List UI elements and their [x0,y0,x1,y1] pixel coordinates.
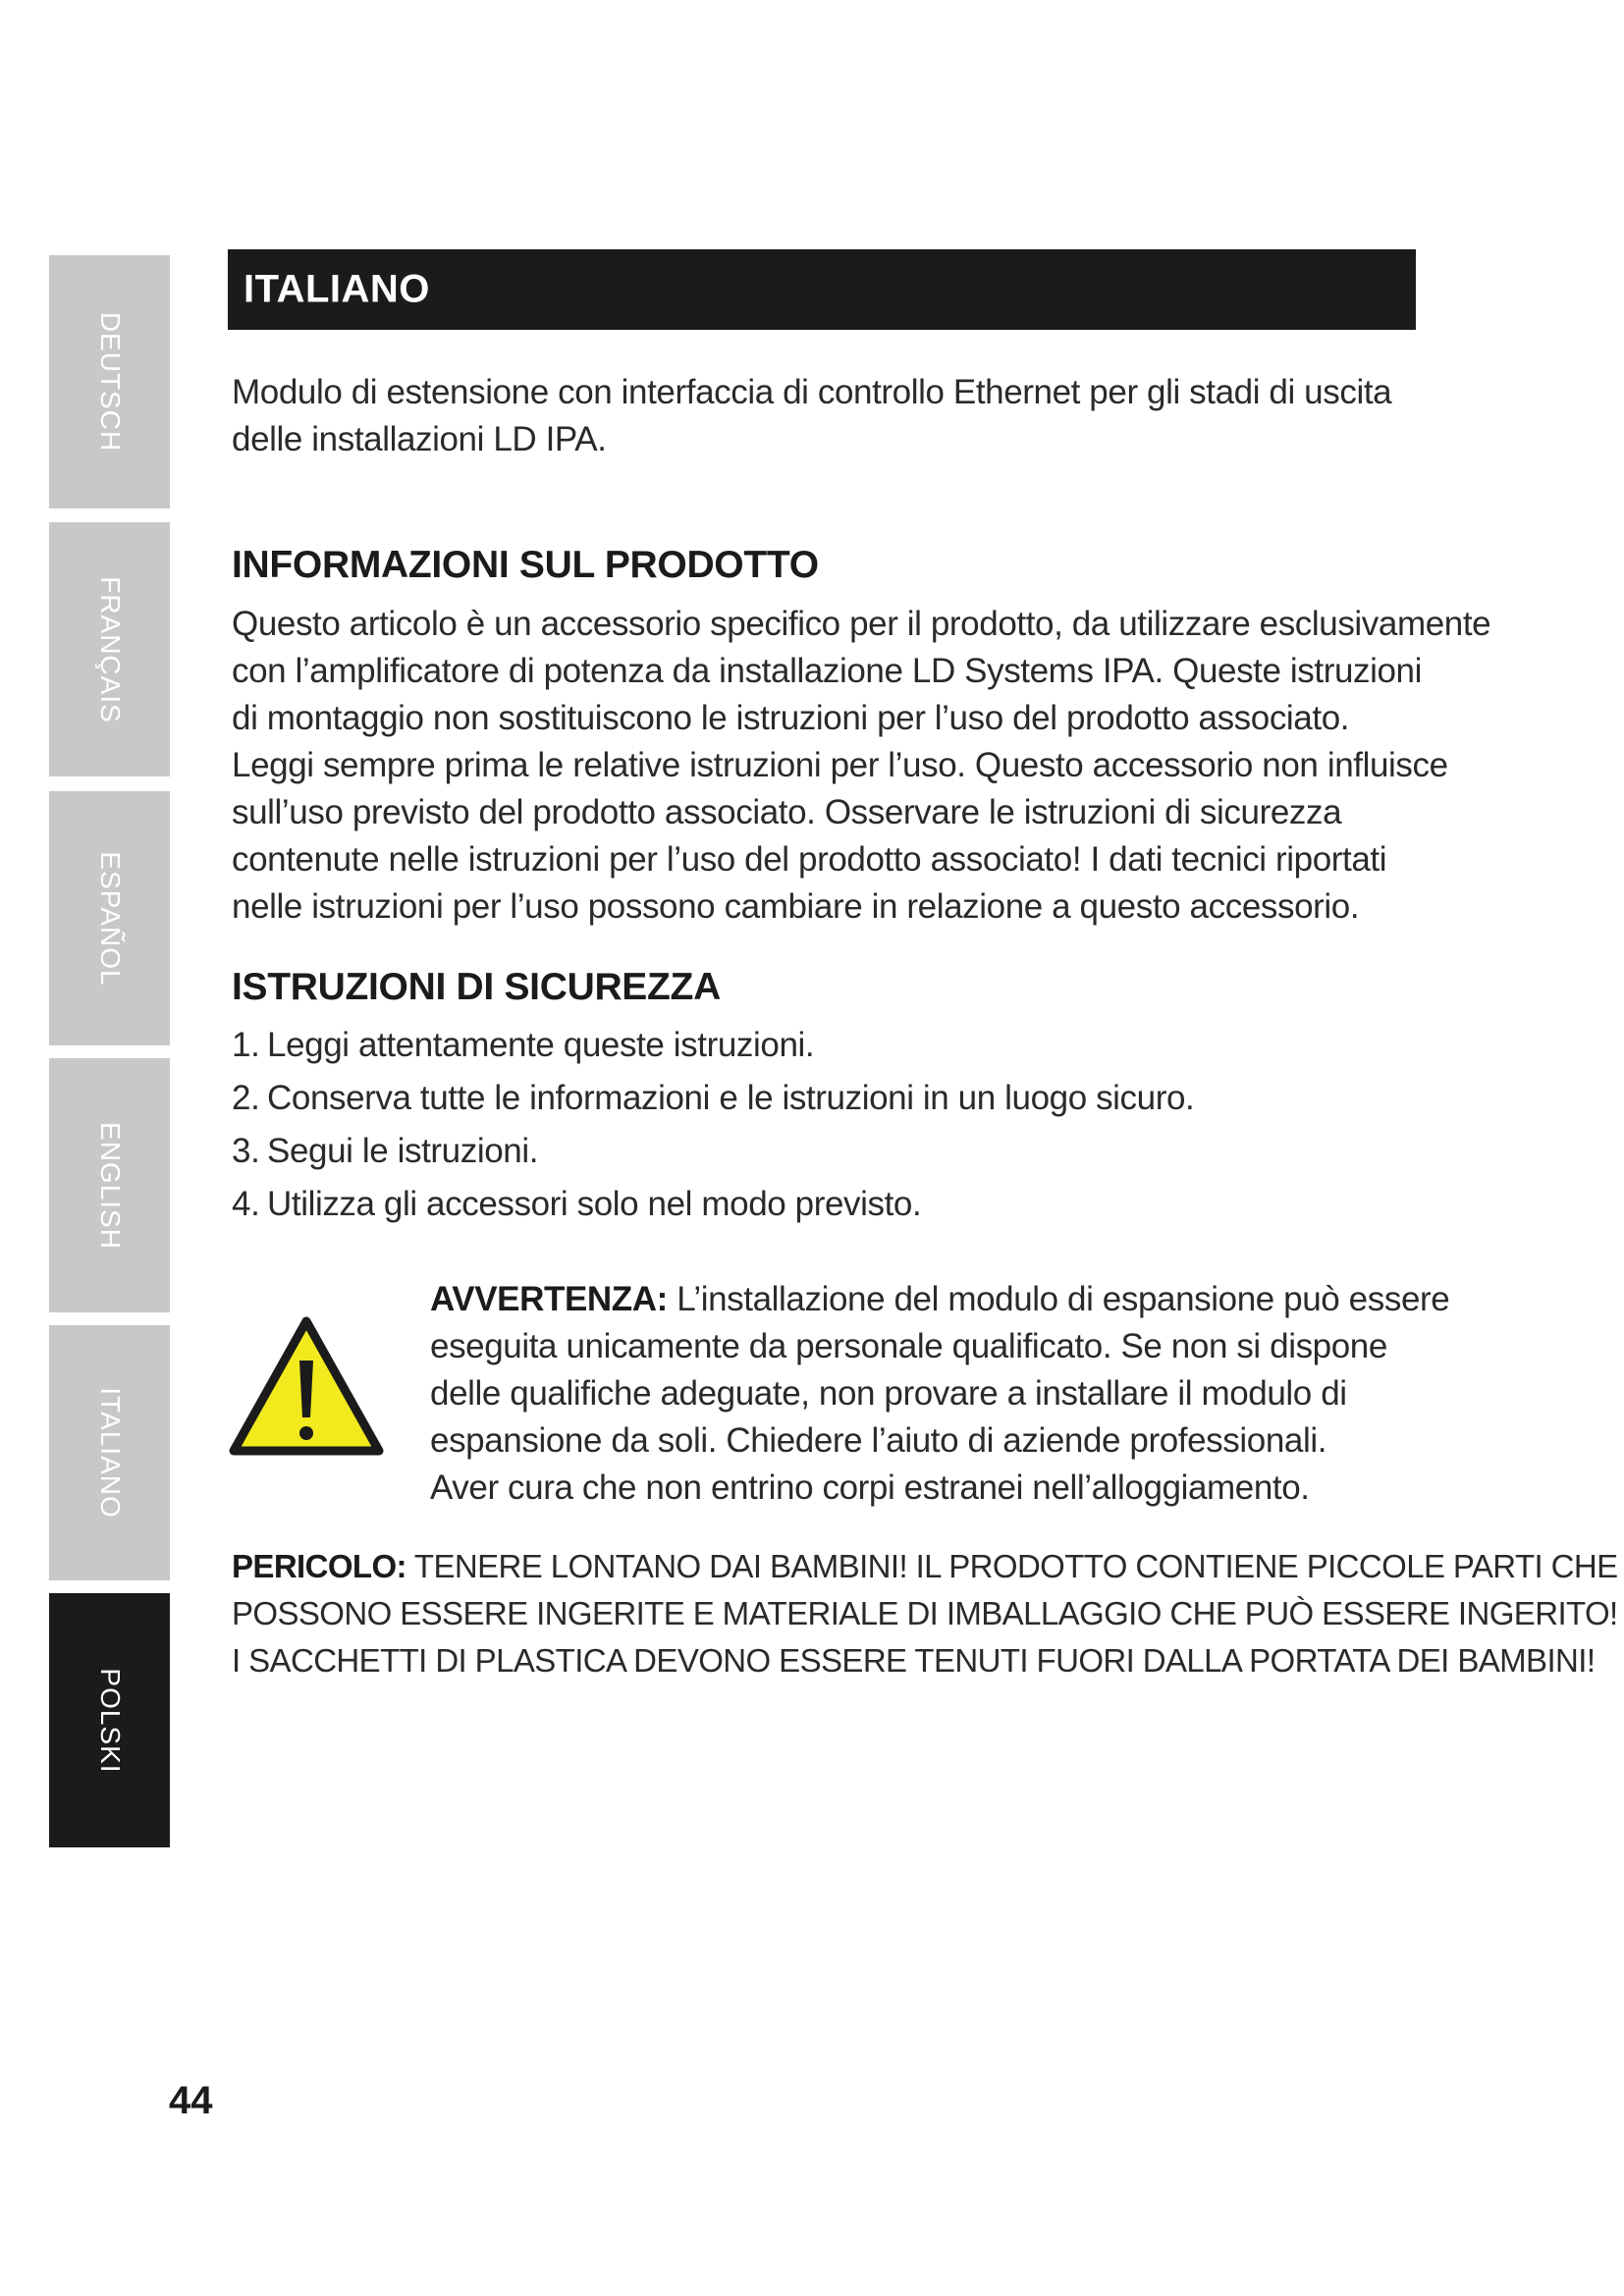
safety-step [232,1125,1420,1178]
side-tab-francais [49,522,170,776]
product-info-line: nelle istruzioni per l’uso possono cambiare in relazione a questo accessorio. [232,887,1360,926]
safety-step [232,1072,1420,1125]
side-tab-label: ENGLISH [94,1121,126,1250]
warning-line: Aver cura che non entrino corpi estranei nell’alloggiamento. [430,1468,1310,1507]
side-tab-italiano [49,1325,170,1580]
product-info-line: con l’amplificatore di potenza da installazione LD Systems IPA. Queste istruzioni [232,652,1422,690]
side-tab-label: POLSKI [94,1667,126,1774]
page-number: 44 [169,2079,213,2122]
product-info-line: sull’uso previsto del prodotto associato. Osservare le istruzioni di sicurezza [232,793,1342,831]
safety-step [232,1019,1420,1072]
product-info-line: Leggi sempre prima le relative istruzioni per l’uso. Questo accessorio non influisce [232,746,1448,784]
danger-line: POSSONO ESSERE INGERITE E MATERIALE DI IMBALLAGGIO CHE PUÒ ESSERE INGERITO! [232,1595,1618,1631]
step-number: 3. [232,1132,260,1170]
step-text: Segui le istruzioni. [267,1132,539,1170]
warning-paragraph [430,1276,1450,1512]
side-tab-label: ITALIANO [94,1387,126,1519]
safety-steps-list [232,1019,1420,1231]
step-text: Utilizza gli accessori solo nel modo previsto. [267,1185,922,1223]
safety-title: ISTRUZIONI DI SICUREZZA [232,966,721,1008]
warning-first-line [430,1276,1450,1323]
warning-keyword: AVVERTENZA: [430,1280,668,1318]
warning-line: espansione da soli. Chiedere l’aiuto di aziende professionali. [430,1421,1327,1460]
side-tab-english [49,1058,170,1312]
side-tab-deutsch [49,255,170,508]
danger-paragraph [232,1543,1618,1684]
danger-line: I SACCHETTI DI PLASTICA DEVONO ESSERE TENUTI FUORI DALLA PORTATA DEI BAMBINI! [232,1642,1596,1679]
danger-first-line [232,1543,1618,1590]
side-tab-label: FRANÇAIS [94,575,126,723]
product-info-title: INFORMAZIONI SUL PRODOTTO [232,544,819,586]
product-info-paragraph [232,601,1491,931]
danger-keyword: PERICOLO: [232,1548,406,1584]
step-number: 2. [232,1079,260,1117]
side-tab-label: DEUTSCH [94,311,126,453]
danger-first-line-text: TENERE LONTANO DAI BAMBINI! IL PRODOTTO CONTIENE PICCOLE PARTI CHE [406,1548,1618,1584]
warning-line: delle qualifiche adeguate, non provare a installare il modulo di [430,1374,1347,1413]
side-tab-label: ESPAÑOL [94,850,126,987]
intro-line: delle installazioni LD IPA. [232,420,607,458]
step-number: 1. [232,1026,260,1064]
safety-step [232,1178,1420,1231]
side-tab-polski [49,1593,170,1847]
product-info-line: contenute nelle istruzioni per l’uso del prodotto associato! I dati tecnici riportati [232,840,1387,879]
language-header-title: ITALIANO [244,267,430,311]
warning-first-line-text: L’installazione del modulo di espansione può essere [667,1280,1450,1318]
step-number: 4. [232,1185,260,1223]
language-header [228,249,1416,330]
step-text: Leggi attentamente queste istruzioni. [267,1026,815,1064]
step-text: Conserva tutte le informazioni e le istruzioni in un luogo sicuro. [267,1079,1195,1117]
product-info-section [232,542,1491,931]
warning-triangle-icon [228,1315,385,1459]
product-info-line: di montaggio non sostituiscono le istruzioni per l’uso del prodotto associato. [232,699,1350,737]
safety-section [232,964,1420,1231]
side-tab-espanol [49,791,170,1045]
intro-paragraph [232,369,1420,463]
product-info-line: Questo articolo è un accessorio specifico per il prodotto, da utilizzare esclusivamente [232,605,1491,643]
intro-line: Modulo di estensione con interfaccia di controllo Ethernet per gli stadi di uscita [232,373,1392,411]
warning-line: eseguita unicamente da personale qualificato. Se non si dispone [430,1327,1387,1365]
